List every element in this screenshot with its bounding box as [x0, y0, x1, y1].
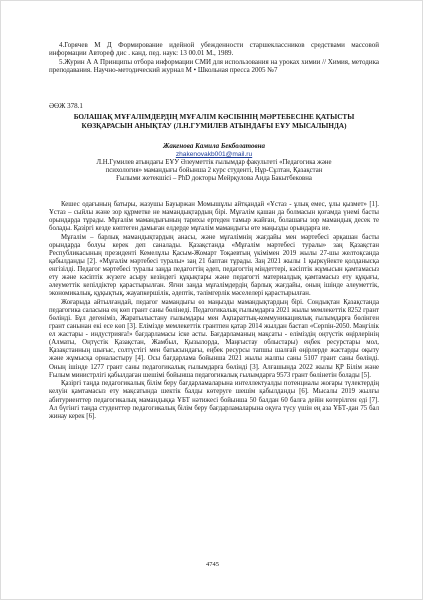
reference-item: 5.Журин А А Принципы отбора информации СМИ для использования на уроках химии // Химия, методика преподавания. Научно-методический журнал М • Школьная пресса 2005 №7 [49, 58, 379, 75]
article-title: БОЛАШАҚ МҰҒАЛІМДЕРДІҢ МҰҒАЛІМ КӘСІБІНІҢ МӘРТЕБЕСІНЕ ҚАТЫСТЫ КӨЗҚАРАСЫН АНЫҚТАУ (Л.Н.ГУМИЛЕВ АТЫНДАҒЫ ЕҰУ МЫСАЛЫНДА) [73, 113, 355, 130]
reference-item: 4.Горячев М Д Формирование идейной убежденности старшеклассников средствами массовой информации Автореф дис . канд. пед. наук: 13 00.01 М., 1989. [49, 41, 379, 58]
author-affiliation [49, 159, 379, 184]
reference-list [49, 41, 379, 75]
affiliation-line: психология» мамандығы бойынша 2 курс студенті, Нұр-Сұлтан, Қазақстан [105, 167, 323, 175]
article-body [49, 201, 379, 421]
page-number: 4745 [206, 561, 219, 568]
body-paragraph: Кешес одағының батыры, жазушы Бауыржан Момышұлы айтқандай «Ұстаз - ұлық емес, ұлы қызмет» [1]. Ұстаз – сыйлы және зор құрметке не мамандықтардың бірі. Мұғалім қашан да болмасын қоғамда үнемі басты орындарда тұрады. Мұғалім мамандығының тарихы ертеден тамыр жайған, болашағы зор мамандық десек те болады. Қазіргі кезде көптеген дамыған елдерде мұғалім мамандығы өте маңызды орындарға ие. [49, 201, 379, 233]
body-paragraph: Мұғалім – барлық мамандықтардың анасы, және мұғалімнің жағдайы мен мәртебесі әрқашан басты орындарда болуы керек деп саналады. Қазақстанда «Мұғалім мәртебесі туралы» заң Қазақстан Республикасының президенті Кемелұлы Қасым-Жомарт Тоқаевтың үкімімен 2019 жылы 27-шы желтоқсанда қабылданды [2]. «Мұғалім мәртебесі туралы» заң 21 баптан тұрады. Заң 2021 жылы 1 қыркүйекте қолданысқа енгізілді. Педагог мәртебесі туралы заңда педагогтің әдеп, педагогтің міндеттері, кәсіптік жұмысын қамтамасыз ету және кәсіптік жүзеге асыру кезіндегі құқықтары және педагогті материалдық қамтамасыз ету құқығы, әлеуметтік кепілдіктер қарастырылған. Яғни заңда мұғалімдердің барлық жағдайы, оның ішінде әлеуметтік, экономикалық, құқықтық, жауапкершілік, әдептік, тәлімгерлік мәселелері қарастырылған. [49, 233, 379, 298]
affiliation-line: Л.Н.Гумилев атындағы ЕҰУ Әлеуметтік ғылымдар факультеті «Педагогика және [96, 159, 332, 166]
author-email-link[interactable]: zhakenovakb001@mail.ru [175, 150, 253, 158]
body-paragraph: Жоғарыда айтылғандай, педагог мамандығы өз маңызды мамандықтардың бірі. Сондықтан Қазақстанда педагогика саласына ең көп грант саны бөлінеді. Педагогикалық ғылымдарға 2021 жылы мемлекеттік 8252 грант бөлінді. Бұл дегеніміз, Жаратылыстану ғылымдары мен Ақпараттық-коммуникациялық ғылымдарға бөлінген грант санынан екі есе көп [3]. Еліміздe мемлекеттік грантпен қатар 2014 жылдан бастап «Серпін-2050. Мәңгілік ел жастары - индустрияға!» бағдарламасы іске асты. Бағдарламаның мақсаты - еліміздің оңтүстік өңірлерінің (Алматы, Оңтүстік Қазақстан, Жамбыл, Қызылорда, Маңғыстау облыстары) еңбек ресурстары мол, Қазақстанның шығыс, солтүстігі мен батысындағы, еңбек ресурсы тапшы шалғай өңірлерде жастарды оқыту және жұмысқа орналастыру [4]. Осы бағдарлама бойынша 2021 жылы жалпы саны 5107 грант саны бөлінді. Оның ішінде 1277 грант саны педагогикалық ғылымдарға бөлінді [3]. Алғашында 2022 жылы ҚР Білім және Ғылым министрлігі қабылдаған шешімі бойынша педагогикалық ғылымдарға 9573 грант бөлінетін болады [5]. [49, 299, 379, 379]
udk-code: ӘӨЖ 378.1 [49, 102, 83, 110]
affiliation-line: Ғылыми жетекшісі – PhD докторы Мейрқулова Аида Бакытбековна [116, 175, 312, 183]
body-paragraph: Қазіргі таңда педагогикалық білім беру бағдарламаларына интеллектуалды потенциалы жоғары түлектердің келуін қамтамасыз ету мақсатында шектік балды көтеруге шешім қабылданды [6]. Мысалы 2019 жылғы абитуриенттер педагогикалық мамандыққа ҰБТ нәтижесі бойынша 50 балдан 60 балға дейін көтерілген еді [7]. Ал бүгінгі таңда студенттер педагогикалық білім беру бағдарламаларына оқуға түсу үшін ең аза ҰБТ-дан 75 бал жинау керек [6]. [49, 380, 379, 420]
author-name: Жакенова Камила Бекболатовна [163, 142, 265, 150]
